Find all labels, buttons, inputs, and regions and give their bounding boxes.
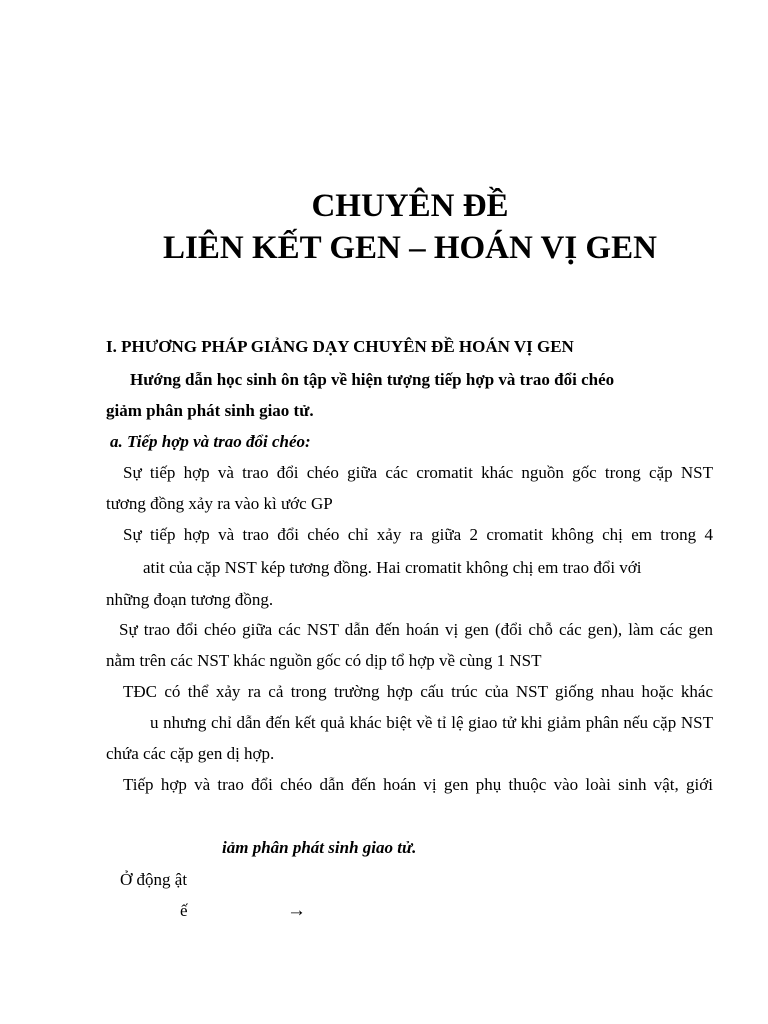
section-heading: I. PHƯƠNG PHÁP GIẢNG DẠY CHUYÊN ĐỀ HOÁN VỊ GEN [106,337,574,356]
body-line: những đoạn tương đồng. [106,590,274,609]
body-line: atit của cặp NST kép tương đồng. Hai cromatit không chị em trao đổi với [143,558,642,577]
fragment-text: ế [180,901,188,920]
body-line: Sự tiếp hợp và trao đổi chéo giữa các cromatit khác nguồn gốc trong cặp NST [123,463,713,482]
intro-line-1: Hướng dẫn học sinh ôn tập về hiện tượng tiếp hợp và trao đổi chéo [130,370,615,389]
body-line: nằm trên các NST khác nguồn gốc có dịp tổ hợp về cùng 1 NST [106,651,542,670]
body-line: Sự tiếp hợp và trao đổi chéo chỉ xảy ra giữa 2 cromatit không chị em trong 4 [123,525,713,544]
body-line: u nhưng chỉ dẫn đến kết quả khác biệt về tỉ lệ giao tử khi giảm phân nếu cặp NST [150,713,713,732]
fragment-italic: iảm phân phát sinh giao tử. [222,838,417,857]
body-line: Tiếp hợp và trao đổi chéo dẫn đến hoán vị gen phụ thuộc vào loài sinh vật, giới [123,775,713,794]
body-line: tương đồng xảy ra vào kì ước GP [106,494,333,513]
subheading: a. Tiếp hợp và trao đổi chéo: [110,432,311,451]
body-line: Sự trao đổi chéo giữa các NST dẫn đến hoán vị gen (đổi chỗ các gen), làm các gen [119,620,713,639]
body-line: TĐC có thể xảy ra cả trong trường hợp cấu trúc của NST giống nhau hoặc khác [123,682,713,701]
body-line: chứa các cặp gen dị hợp. [106,744,275,763]
arrow-glyph: → [287,900,306,921]
document-title-line1: CHUYÊN ĐỀ [311,188,509,224]
intro-line-2: giảm phân phát sinh giao tử. [106,401,314,420]
fragment-text: Ở động ật [120,870,188,889]
document-title-line2: LIÊN KẾT GEN – HOÁN VỊ GEN [163,230,657,266]
